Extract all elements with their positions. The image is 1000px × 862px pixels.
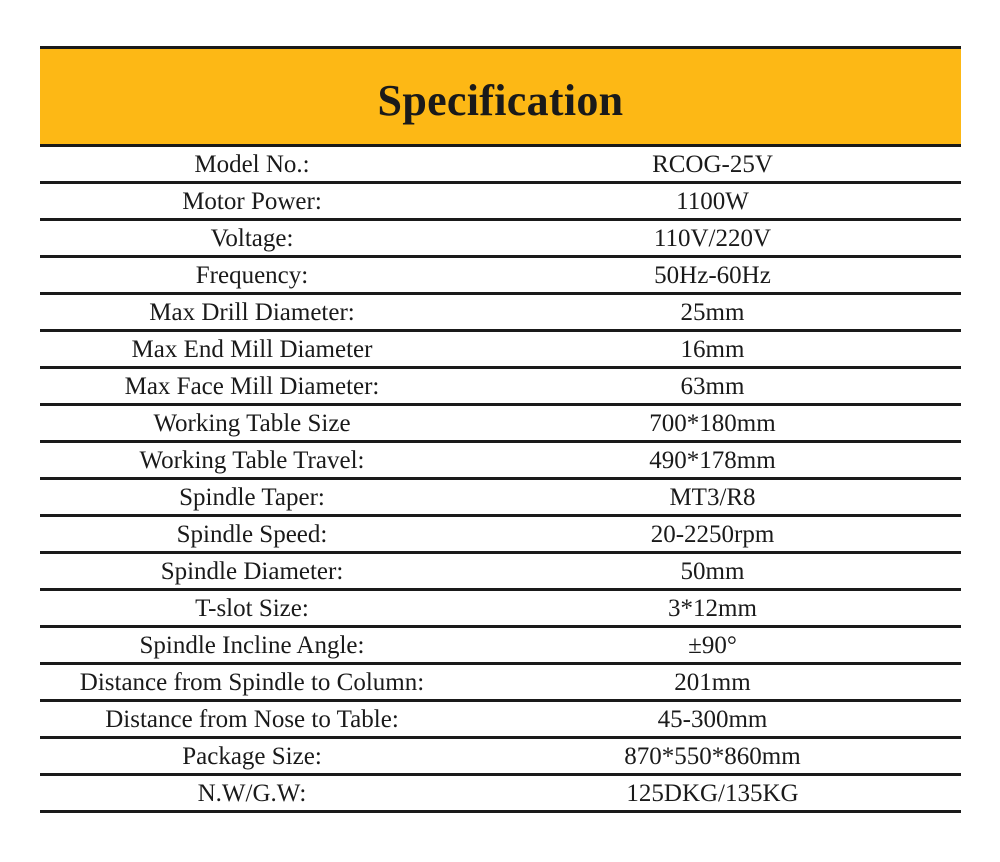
spec-value: RCOG-25V [652,151,773,178]
spec-value: 20-2250rpm [650,521,775,548]
spec-value: MT3/R8 [669,484,756,511]
spec-value: 50mm [680,558,745,585]
spec-row [40,443,961,480]
spec-label: Distance from Spindle to Column: [79,669,425,696]
spec-label: Max Face Mill Diameter: [124,373,380,400]
spec-value: 50Hz-60Hz [654,262,771,289]
spec-label: Max End Mill Diameter [131,336,373,363]
spec-row [40,591,961,628]
spec-value: 700*180mm [649,410,776,437]
spec-label: Spindle Speed: [176,521,328,548]
spec-row [40,776,961,813]
spec-row [40,147,961,184]
spec-row [40,406,961,443]
spec-label: N.W/G.W: [197,780,307,807]
spec-value: 110V/220V [653,225,772,252]
spec-label: Spindle Diameter: [160,558,344,585]
spec-label: Working Table Travel: [139,447,365,474]
spec-label: Model No.: [194,151,310,178]
spec-row [40,221,961,258]
spec-label: Frequency: [195,262,309,289]
spec-label: Motor Power: [182,188,322,215]
spec-row [40,295,961,332]
spec-value: 870*550*860mm [624,743,801,770]
spec-label: Spindle Incline Angle: [139,632,365,659]
spec-value: ±90° [688,632,737,659]
spec-row [40,258,961,295]
spec-label: Package Size: [182,743,322,770]
spec-row [40,702,961,739]
specification-rows [40,147,961,813]
spec-value: 490*178mm [649,447,776,474]
spec-value: 3*12mm [668,595,757,622]
spec-value: 125DKG/135KG [626,780,799,807]
spec-row [40,517,961,554]
specification-header [40,49,961,147]
spec-row [40,554,961,591]
spec-row [40,369,961,406]
spec-label: Max Drill Diameter: [149,299,355,326]
spec-value: 63mm [680,373,745,400]
spec-value: 25mm [680,299,745,326]
spec-label: T-slot Size: [195,595,309,622]
spec-value: 1100W [676,188,749,215]
spec-row [40,665,961,702]
spec-value: 201mm [674,669,751,696]
spec-value: 16mm [680,336,745,363]
spec-row [40,628,961,665]
spec-row [40,332,961,369]
spec-label: Voltage: [210,225,294,252]
spec-label: Distance from Nose to Table: [105,706,399,733]
specification-table [40,46,961,813]
spec-row [40,480,961,517]
spec-row [40,739,961,776]
spec-value: 45-300mm [657,706,768,733]
spec-label: Working Table Size [153,410,351,437]
specification-title: Specification [377,76,624,125]
spec-label: Spindle Taper: [179,484,325,511]
spec-row [40,184,961,221]
